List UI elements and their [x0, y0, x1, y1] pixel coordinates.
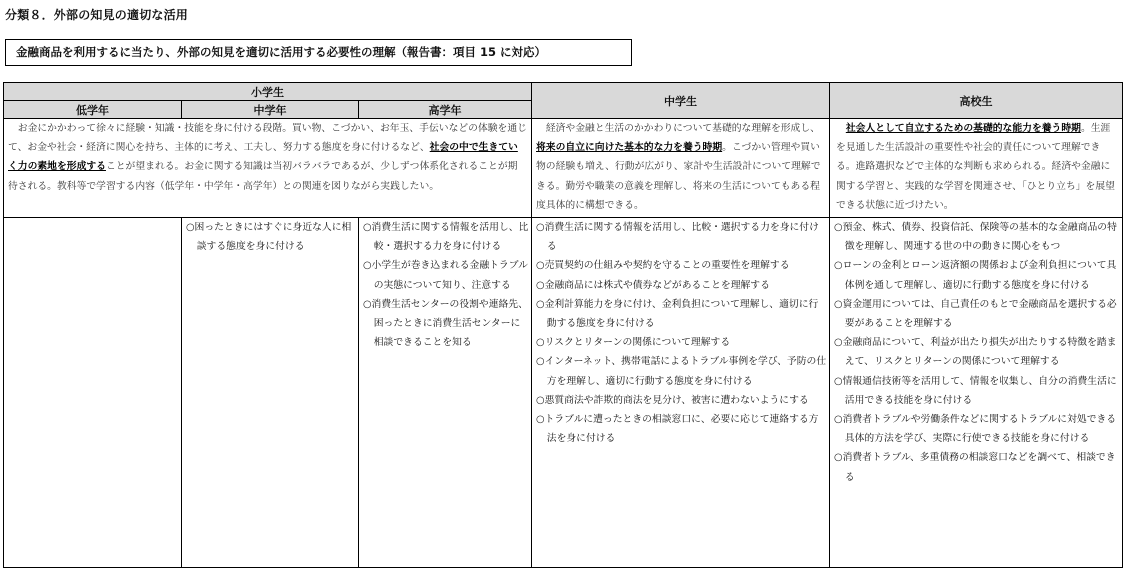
list-item: ○インターネット、携帯電話によるトラブル事例を学び、予防の仕方を理解し、適切に行動する態度を身に付ける — [536, 356, 827, 387]
header-senior-high: 高校生 — [830, 83, 1123, 119]
list-item: ○消費生活に関する情報を活用し、比較・選択する力を身に付ける — [363, 222, 529, 253]
list-item: ○悪質商法や詐欺的商法を見分け、被害に遭わないようにする — [536, 394, 809, 406]
summary-elementary-emphasis: 社会の中で生きていく力の素地を形成する — [8, 142, 518, 173]
list-item: ○金融商品について、利益が出たり損失が出たりする特徴を踏まえて、リスクとリターンの関係について理解する — [834, 337, 1117, 368]
items-junior-high — [532, 218, 830, 568]
list-item: ○金融商品には株式や債券などがあることを理解する — [536, 279, 770, 291]
section-title: 分類８．外部の知見の適切な活用 — [5, 8, 189, 22]
items-middle-grade — [182, 218, 359, 568]
list-item: ○消費者トラブル、多重債務の相談窓口などを調べて、相談できる — [834, 452, 1116, 483]
curriculum-table — [3, 82, 1123, 568]
summary-senior-high-emphasis: 社会人として自立するための基礎的な能力を養う時期 — [845, 123, 1081, 134]
summary-elementary — [4, 119, 532, 218]
list-item: ○金利計算能力を身に付け、金利負担について理解し、適切に行動する態度を身に付ける — [536, 298, 819, 330]
list-item: ○資金運用については、自己責任のもとで金融商品を選択する必要があることを理解する — [834, 298, 1117, 330]
header-elementary: 小学生 — [4, 83, 532, 101]
header-junior-high: 中学生 — [532, 83, 830, 119]
items-lower-grade — [4, 218, 182, 568]
list-item: ○情報通信技術等を活用して、情報を収集し、自分の消費生活に活用できる技能を身に付ける — [834, 375, 1117, 406]
list-item: ○困ったときにはすぐに身近な人に相談する態度を身に付ける — [186, 222, 352, 253]
list-item: ○預金、株式、債券、投資信託、保険等の基本的な金融商品の特徴を理解し、関連する世の中の動きに関心をもつ — [834, 222, 1117, 253]
topic-box: 金融商品を利用するに当たり、外部の知見を適切に活用する必要性の理解（報告書：項目 15 に対応） — [5, 39, 632, 66]
items-upper-grade — [359, 218, 532, 568]
summary-junior-high-emphasis: 将来の自立に向けた基本的な力を養う時期 — [536, 142, 723, 154]
summary-senior-high — [830, 119, 1123, 218]
summary-elementary-pre: お金にかかわって徐々に経験・知識・技能を身に付ける段階。買い物、こづかい、お年玉、手伝いなどの体験を通じて、お金や社会・経済に関心を持ち、主体的に考え、工夫し、努力する態度を身に付けるなど、 — [8, 123, 527, 154]
list-item: ○ローンの金利とローン返済額の関係および金利負担について具体例を通して理解し、適切に行動する態度を身に付ける — [834, 260, 1117, 291]
items-senior-high — [830, 218, 1123, 568]
list-item: ○小学生が巻き込まれる金融トラブルの実態について知り、注意する — [363, 260, 528, 291]
summary-junior-high-pre: 経済や金融と生活のかかわりについて基礎的な理解を形成し、 — [545, 123, 820, 134]
header-middle-grade: 中学年 — [182, 101, 359, 119]
list-item: ○トラブルに遭ったときの相談窓口に、必要に応じて連絡する方法を身に付ける — [536, 414, 819, 445]
summary-junior-high — [532, 119, 830, 218]
list-item: ○消費者トラブルや労働条件などに関するトラブルに対処できる具体的方法を学び、実際に行使できる技能を身に付ける — [834, 414, 1117, 445]
summary-junior-high-post: 。こづかい管理や買い物の経験も増え、行動が広がり、家計や生活設計について理解できる。勤労や職業の意義を理解し、将来の生活についてもある程度具体的に構想できる。 — [536, 142, 821, 211]
list-item: ○リスクとリターンの関係について理解する — [536, 337, 731, 349]
summary-senior-high-post: 。生涯を見通した生活設計の重要性や社会的責任について理解できる。進路選択などで主体的な判断も求められる。経済や金融に関する学習と、実践的な学習を関連させ、「ひとり立ち」を展望できる状態に近づけたい。 — [836, 123, 1115, 211]
list-item: ○消費生活センターの役割や連絡先、困ったときに消費生活センターに相談できることを知る — [363, 298, 528, 349]
list-item: ○売買契約の仕組みや契約を守ることの重要性を理解する — [536, 260, 790, 272]
header-lower-grade: 低学年 — [4, 101, 182, 119]
header-upper-grade: 高学年 — [359, 101, 532, 119]
list-item: ○消費生活に関する情報を活用し、比較・選択する力を身に付ける — [536, 222, 819, 253]
summary-elementary-post: ことが望まれる。お金に関する知識は当初バラバラであるが、少しずつ体系化されることが期待される。教科等で学習する内容（低学年・中学年・高学年）との関連を図りながら実践したい。 — [8, 161, 518, 192]
